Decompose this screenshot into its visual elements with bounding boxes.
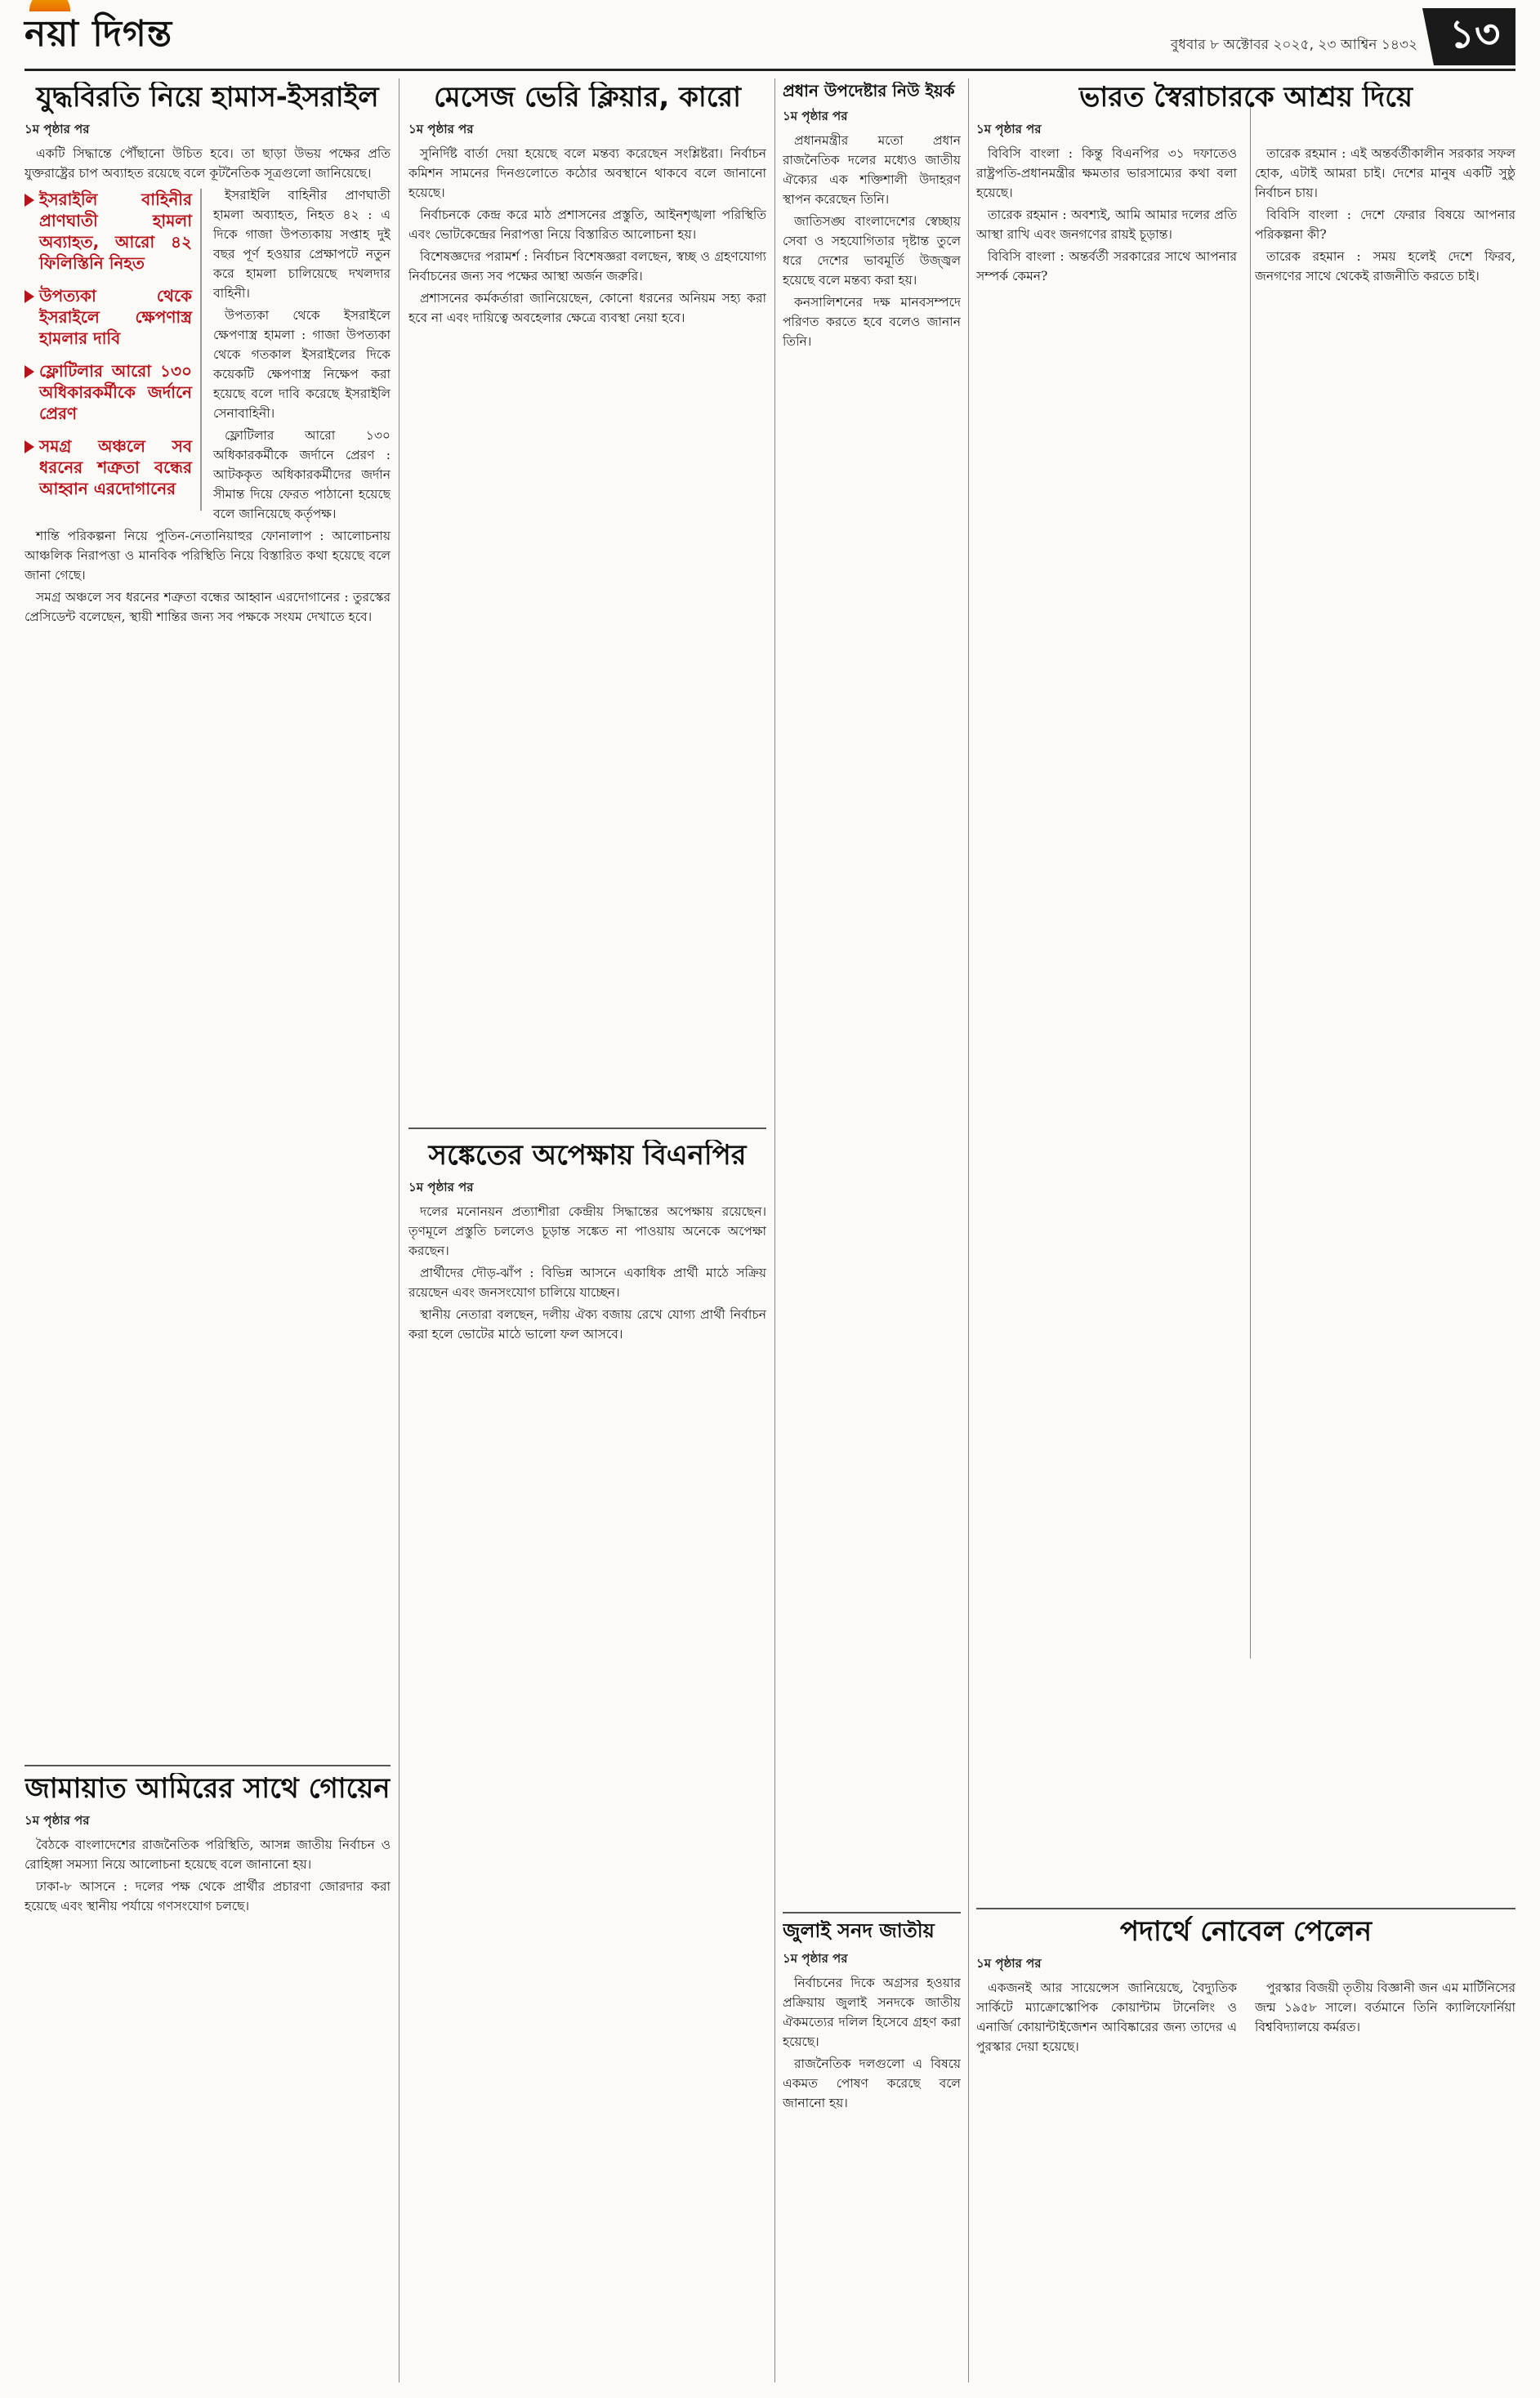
paragraph: প্রার্থীদের দৌড়-ঝাঁপ : বিভিন্ন আসনে একাধিক প্রার্থী মাঠে সক্রিয় রয়েছেন এবং জনসংযোগ চালিয়ে যাচ্ছেন। <box>408 1266 766 1301</box>
paragraph: বিশেষজ্ঞদের পরামর্শ : নির্বাচন বিশেষজ্ঞরা বলছেন, স্বচ্ছ ও গ্রহণযোগ্য নির্বাচনের জন্য সব পক্ষের আস্থা অর্জন জরুরি। <box>408 249 766 284</box>
paragraph: ঢাকা-৮ আসনে : দলের পক্ষ থেকে প্রার্থীর প্রচারণা জোরদার করা হয়েছে এবং স্থানীয় পর্যায়ে গণসংযোগ চলছে। <box>25 1879 391 1914</box>
article-message-clear <box>408 82 766 1111</box>
article-chief-adviser-ny <box>783 82 961 1904</box>
headline[interactable]: পদার্থে নোবেল পেলেন <box>1119 1916 1373 1948</box>
continued-label: ১ম পৃষ্ঠার পর <box>976 122 1042 137</box>
paragraph: নির্বাচনকে কেন্দ্র করে মাঠ প্রশাসনের প্রস্তুতি, আইনশৃঙ্খলা পরিস্থিতি এবং ভোটকেন্দ্রের নিরাপত্তা নিয়ে বিস্তারিত আলোচনা হয়। <box>408 208 766 243</box>
paragraph: বিবিসি বাংলা : কিন্তু বিএনপির ৩১ দফাতেও রাষ্ট্রপতি-প্রধানমন্ত্রীর ক্ষমতার ভারসাম্যের কথা বলা হয়েছে। <box>976 146 1237 201</box>
highlight-item: সমগ্র অঞ্চলে সব ধরনের শত্রুতা বন্ধের আহ্বান এরদোগানের <box>25 435 192 499</box>
headline[interactable]: মেসেজ ভেরি ক্লিয়ার, কারো <box>433 82 741 114</box>
article-separator <box>408 1128 766 1129</box>
paragraph: স্থানীয় নেতারা বলছেন, দলীয় ঐক্য বজায় রেখে যোগ্য প্রার্থী নির্বাচন করা হলে ভোটের মাঠে ভালো ফল আসবে। <box>408 1307 766 1342</box>
paragraph: সমগ্র অঞ্চলে সব ধরনের শত্রুতা বন্ধের আহ্বান এরদোগানের : তুরস্কের প্রেসিডেন্ট বলেছেন, স্থায়ী শান্তির জন্য সব পক্ষকে সংযম দেখাতে হবে। <box>25 590 391 625</box>
paragraph: সুনির্দিষ্ট বার্তা দেয়া হয়েছে বলে মন্তব্য করেছেন সংশ্লিষ্টরা। নির্বাচন কমিশন সামনের দিনগুলোতে কঠোর অবস্থানে থাকবে বলে জানানো হয়েছে। <box>408 146 766 201</box>
highlight-item: ইসরাইলি বাহিনীর প্রাণঘাতী হামলা অব্যাহত, আরো ৪২ ফিলিস্তিনি নিহত <box>25 189 192 274</box>
paragraph: ইসরাইলি বাহিনীর প্রাণঘাতী হামলা অব্যাহত, নিহত ৪২ : এ দিকে গাজা উপত্যকায় সপ্তাহ দুই বছর পূর্ণ হওয়ার প্রেক্ষাপটে নতুন করে হামলা চালিয়েছে দখলদার বাহিনী। <box>213 188 391 301</box>
article-bnp-signal <box>408 1140 766 2378</box>
page-number: ১৩ <box>1434 8 1515 65</box>
paragraph: তারেক রহমান : সময় হলেই দেশে ফিরব, জনগণের সাথে থেকেই রাজনীতি করতে চাই। <box>1255 249 1515 284</box>
paragraph: তারেক রহমান : অবশ্যই, আমি আমার দলের প্রতি আস্থা রাখি এবং জনগণের রায়ই চূড়ান্ত। <box>976 208 1237 243</box>
headline[interactable]: ভারত স্বৈরাচারকে আশ্রয় দিয়ে <box>1079 82 1413 114</box>
paragraph: বিবিসি বাংলা : দেশে ফেরার বিষয়ে আপনার পরিকল্পনা কী? <box>1255 208 1515 243</box>
continued-label: ১ম পৃষ্ঠার পর <box>25 1813 90 1829</box>
highlight-item: উপত্যকা থেকে ইসরাইলে ক্ষেপণাস্ত্র হামলার দাবি <box>25 285 192 349</box>
continued-label: ১ম পৃষ্ঠার পর <box>408 122 474 137</box>
headline[interactable]: জুলাই সনদ জাতীয় <box>783 1920 935 1942</box>
article-india-shelter-autocrat <box>976 82 1515 1724</box>
paragraph: দলের মনোনয়ন প্রত্যাশীরা কেন্দ্রীয় সিদ্ধান্তের অপেক্ষায় রয়েছেন। তৃণমূলে প্রস্তুতি চললেও চূড়ান্ত সঙ্কেত না পাওয়ায় অনেকে অপেক্ষা করছেন। <box>408 1204 766 1259</box>
column-divider <box>774 78 775 2382</box>
column-divider <box>399 78 400 2382</box>
article-july-charter <box>783 1920 961 2378</box>
paragraph: বৈঠকে বাংলাদেশের রাজনৈতিক পরিস্থিতি, আসন্ন জাতীয় নির্বাচন ও রোহিঙ্গা সমস্যা নিয়ে আলোচনা হয়েছে বলে জানানো হয়। <box>25 1838 391 1873</box>
dateline: বুধবার ৮ অক্টোবর ২০২৫, ২৩ আশ্বিন ১৪৩২ <box>1170 37 1417 53</box>
paragraph: পুরস্কার বিজয়ী তৃতীয় বিজ্ঞানী জন এম মার্টিনিসের জন্ম ১৯৫৮ সালে। বর্তমানে তিনি ক্যালিফোর্নিয়া বিশ্ববিদ্যালয়ে কর্মরত। <box>1255 1980 1515 2035</box>
masthead <box>25 11 1515 71</box>
paragraph: উপত্যকা থেকে ইসরাইলে ক্ষেপণাস্ত্র হামলা : গাজা উপত্যকা থেকে গতকাল ইসরাইলের দিকে কয়েকটি ক্ষেপণাস্ত্র নিক্ষেপ করা হয়েছে বলে দাবি করেছে ইসরাইলি সেনাবাহিনী। <box>213 308 391 422</box>
paragraph: একটি সিদ্ধান্তে পৌঁছানো উচিত হবে। তা ছাড়া উভয় পক্ষের প্রতি যুক্তরাষ্ট্রের চাপ অব্যাহত রয়েছে বলে কূটনৈতিক সূত্রগুলো জানিয়েছে। <box>25 146 391 181</box>
paragraph: নির্বাচনের দিকে অগ্রসর হওয়ার প্রক্রিয়ায় জুলাই সনদকে জাতীয় ঐকমত্যের দলিল হিসেবে গ্রহণ করা হয়েছে। <box>783 1975 961 2049</box>
continued-label: ১ম পৃষ্ঠার পর <box>25 122 90 137</box>
headline[interactable]: সঙ্কেতের অপেক্ষায় বিএনপির <box>428 1140 747 1172</box>
paragraph: বিবিসি বাংলা : অন্তর্বর্তী সরকারের সাথে আপনার সম্পর্ক কেমন? <box>976 249 1237 284</box>
continued-label: ১ম পৃষ্ঠার পর <box>976 1956 1042 1972</box>
continued-label: ১ম পৃষ্ঠার পর <box>783 109 848 123</box>
continued-label: ১ম পৃষ্ঠার পর <box>408 1180 474 1195</box>
headline[interactable]: জামায়াত আমিরের সাথে গোয়েন <box>25 1773 391 1805</box>
headline[interactable]: প্রধান উপদেষ্টার নিউ ইয়র্ক <box>783 82 955 100</box>
continued-label: ১ম পৃষ্ঠার পর <box>783 1950 848 1966</box>
newspaper-logo[interactable]: নয়া দিগন্ত <box>25 12 173 55</box>
article-nobel-physics <box>976 1916 1515 2378</box>
paragraph: রাজনৈতিক দলগুলো এ বিষয়ে একমত পোষণ করেছে বলে জানানো হয়। <box>783 2056 961 2110</box>
article-jamaat-goyen <box>25 1773 391 2378</box>
paragraph: প্রধানমন্ত্রীর মতো প্রধান রাজনৈতিক দলের মধ্যেও জাতীয় ঐক্যের এক শক্তিশালী উদাহরণ স্থাপন করেছেন তিনি। <box>783 133 961 208</box>
paragraph: কনসালিশনের দক্ষ মানবসম্পদে পরিণত করতে হবে বলেও জানান তিনি। <box>783 295 961 350</box>
paragraph: শান্তি পরিকল্পনা নিয়ে পুতিন-নেতানিয়াহুর ফোনালাপ : আলোচনায় আঞ্চলিক নিরাপত্তা ও মানবিক পরিস্থিতি নিয়ে বিস্তারিত কথা হয়েছে বলে জানা গেছে। <box>25 529 391 583</box>
paragraph: তারেক রহমান : এই অন্তর্বর্তীকালীন সরকার সফল হোক, এটাই আমরা চাই। দেশের মানুষ একটি সুষ্ঠু নির্বাচন চায়। <box>1255 146 1515 201</box>
article-separator <box>783 1912 961 1913</box>
paragraph: প্রশাসনের কর্মকর্তারা জানিয়েছেন, কোনো ধরনের অনিয়ম সহ্য করা হবে না এবং দায়িত্বে অবহেলার ক্ষেত্রে ব্যবস্থা নেয়া হবে। <box>408 291 766 326</box>
highlights-box <box>25 189 202 511</box>
headline[interactable]: যুদ্ধবিরতি নিয়ে হামাস-ইসরাইল <box>36 82 379 114</box>
paragraph: জাতিসঙ্ঘ বাংলাদেশের স্বেচ্ছায় সেবা ও সহযোগিতার দৃষ্টান্ত তুলে ধরে দেশের ভাবমূর্তি উজ্জ্বল হয়েছে বলে মন্তব্য করা হয়। <box>783 214 961 288</box>
highlight-item: ফ্লোটিলার আরো ১৩০ অধিকারকর্মীকে জর্দানে প্রেরণ <box>25 360 192 424</box>
article-separator <box>25 1765 391 1766</box>
sun-logo-icon <box>29 0 70 11</box>
paragraph: একজনই আর সায়েন্সেস জানিয়েছে, বৈদ্যুতিক সার্কিটে ম্যাক্রোস্কোপিক কোয়ান্টাম টানেলিং ও এনার্জি কোয়ান্টাইজেশন আবিষ্কারের জন্য তাদের এ পুরস্কার দেয়া হয়েছে। <box>976 1980 1237 2055</box>
column-divider <box>968 78 969 2382</box>
article-separator <box>976 1908 1515 1909</box>
article-hamas-israel <box>25 82 391 1757</box>
paragraph: ফ্লোটিলার আরো ১৩০ অধিকারকর্মীকে জর্দানে প্রেরণ : আটককৃত অধিকারকর্মীদের জর্দান সীমান্ত দিয়ে ফেরত পাঠানো হয়েছে বলে জানিয়েছে কর্তৃপক্ষ। <box>213 428 391 522</box>
